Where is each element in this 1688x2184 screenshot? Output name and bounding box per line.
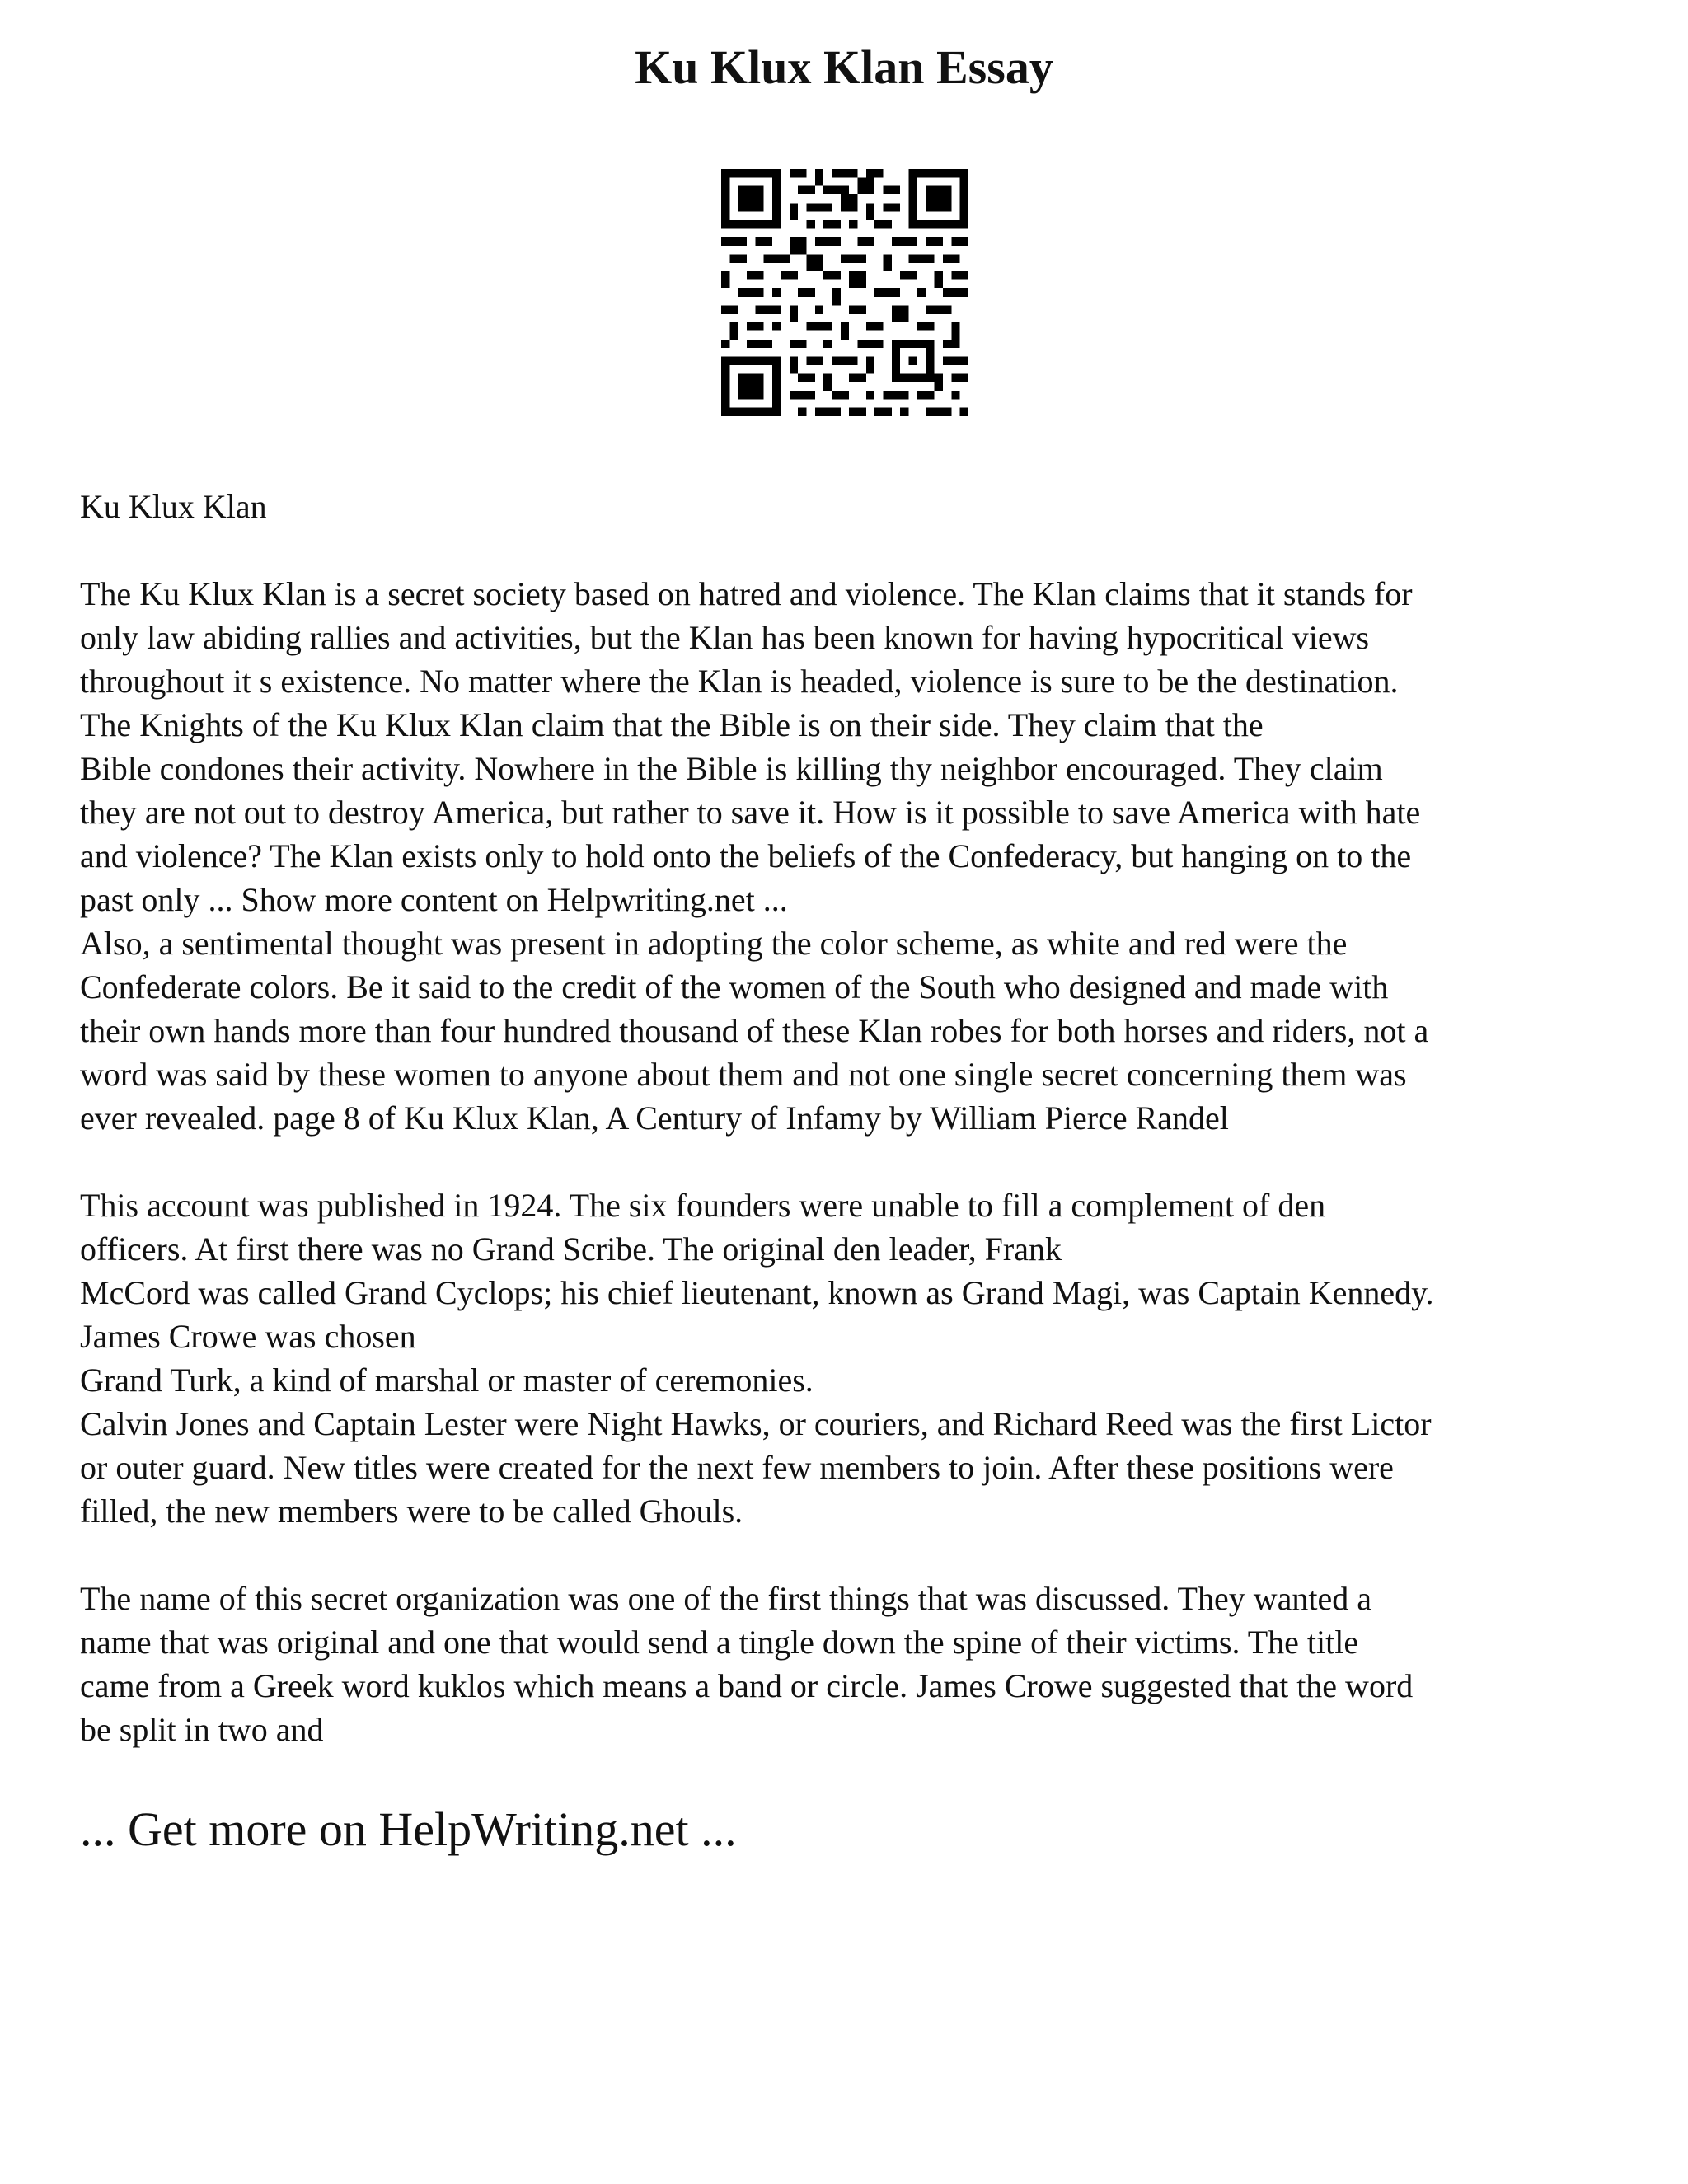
text-line: ever revealed. page 8 of Ku Klux Klan, A Century of Infamy by William Pierce Randel — [80, 1099, 1229, 1137]
paragraph-1 — [80, 572, 1629, 1140]
text-line: word was said by these women to anyone about them and not one single secret concerning them was — [80, 1056, 1407, 1093]
get-more-link[interactable]: ... Get more on HelpWriting.net ... — [80, 1802, 737, 1856]
qr-code-icon[interactable] — [721, 169, 968, 416]
text-line: The Ku Klux Klan is a secret society based on hatred and violence. The Klan claims that it stands for — [80, 575, 1413, 612]
paragraph-3 — [80, 1577, 1629, 1751]
text-line: they are not out to destroy America, but rather to save it. How is it possible to save America with hate — [80, 794, 1421, 831]
text-line: throughout it s existence. No matter where the Klan is headed, violence is sure to be the destination. — [80, 663, 1399, 700]
text-line: Confederate colors. Be it said to the credit of the women of the South who designed and made with — [80, 968, 1389, 1005]
text-line: Grand Turk, a kind of marshal or master of ceremonies. — [80, 1361, 814, 1399]
text-line: came from a Greek word kuklos which means a band or circle. James Crowe suggested that the word — [80, 1667, 1414, 1704]
text-line: only law abiding rallies and activities, but the Klan has been known for having hypocritical views — [80, 619, 1370, 656]
text-line: filled, the new members were to be called Ghouls. — [80, 1493, 743, 1530]
text-line: The Knights of the Ku Klux Klan claim that the Bible is on their side. They claim that the — [80, 706, 1264, 743]
text-line: and violence? The Klan exists only to hold onto the beliefs of the Confederacy, but hanging on to the — [80, 837, 1412, 874]
document-title: Ku Klux Klan Essay — [635, 40, 1053, 94]
text-line: be split in two and — [80, 1711, 324, 1748]
text-line: Also, a sentimental thought was present in adopting the color scheme, as white and red were the — [80, 925, 1348, 962]
text-line: officers. At first there was no Grand Scribe. The original den leader, Frank — [80, 1230, 1062, 1268]
text-line: Calvin Jones and Captain Lester were Night Hawks, or couriers, and Richard Reed was the first Lictor — [80, 1405, 1432, 1442]
text-line: The name of this secret organization was one of the first things that was discussed. They wanted a — [80, 1580, 1372, 1617]
essay-body — [80, 485, 1629, 1751]
text-line: McCord was called Grand Cyclops; his chief lieutenant, known as Grand Magi, was Captain Kennedy. — [80, 1274, 1434, 1311]
text-line: past only ... Show more content on Helpwriting.net ... — [80, 881, 788, 918]
text-line: This account was published in 1924. The six founders were unable to fill a complement of den — [80, 1187, 1326, 1224]
text-line: James Crowe was chosen — [80, 1318, 416, 1355]
text-line: or outer guard. New titles were created for the next few members to join. After these positions were — [80, 1449, 1394, 1486]
text-line: Bible condones their activity. Nowhere in the Bible is killing thy neighbor encouraged. They claim — [80, 750, 1383, 787]
paragraph-2 — [80, 1183, 1629, 1533]
text-line: their own hands more than four hundred thousand of these Klan robes for both horses and riders, not a — [80, 1012, 1429, 1049]
essay-heading: Ku Klux Klan — [80, 488, 267, 525]
text-line: name that was original and one that would send a tingle down the spine of their victims. The title — [80, 1624, 1359, 1661]
